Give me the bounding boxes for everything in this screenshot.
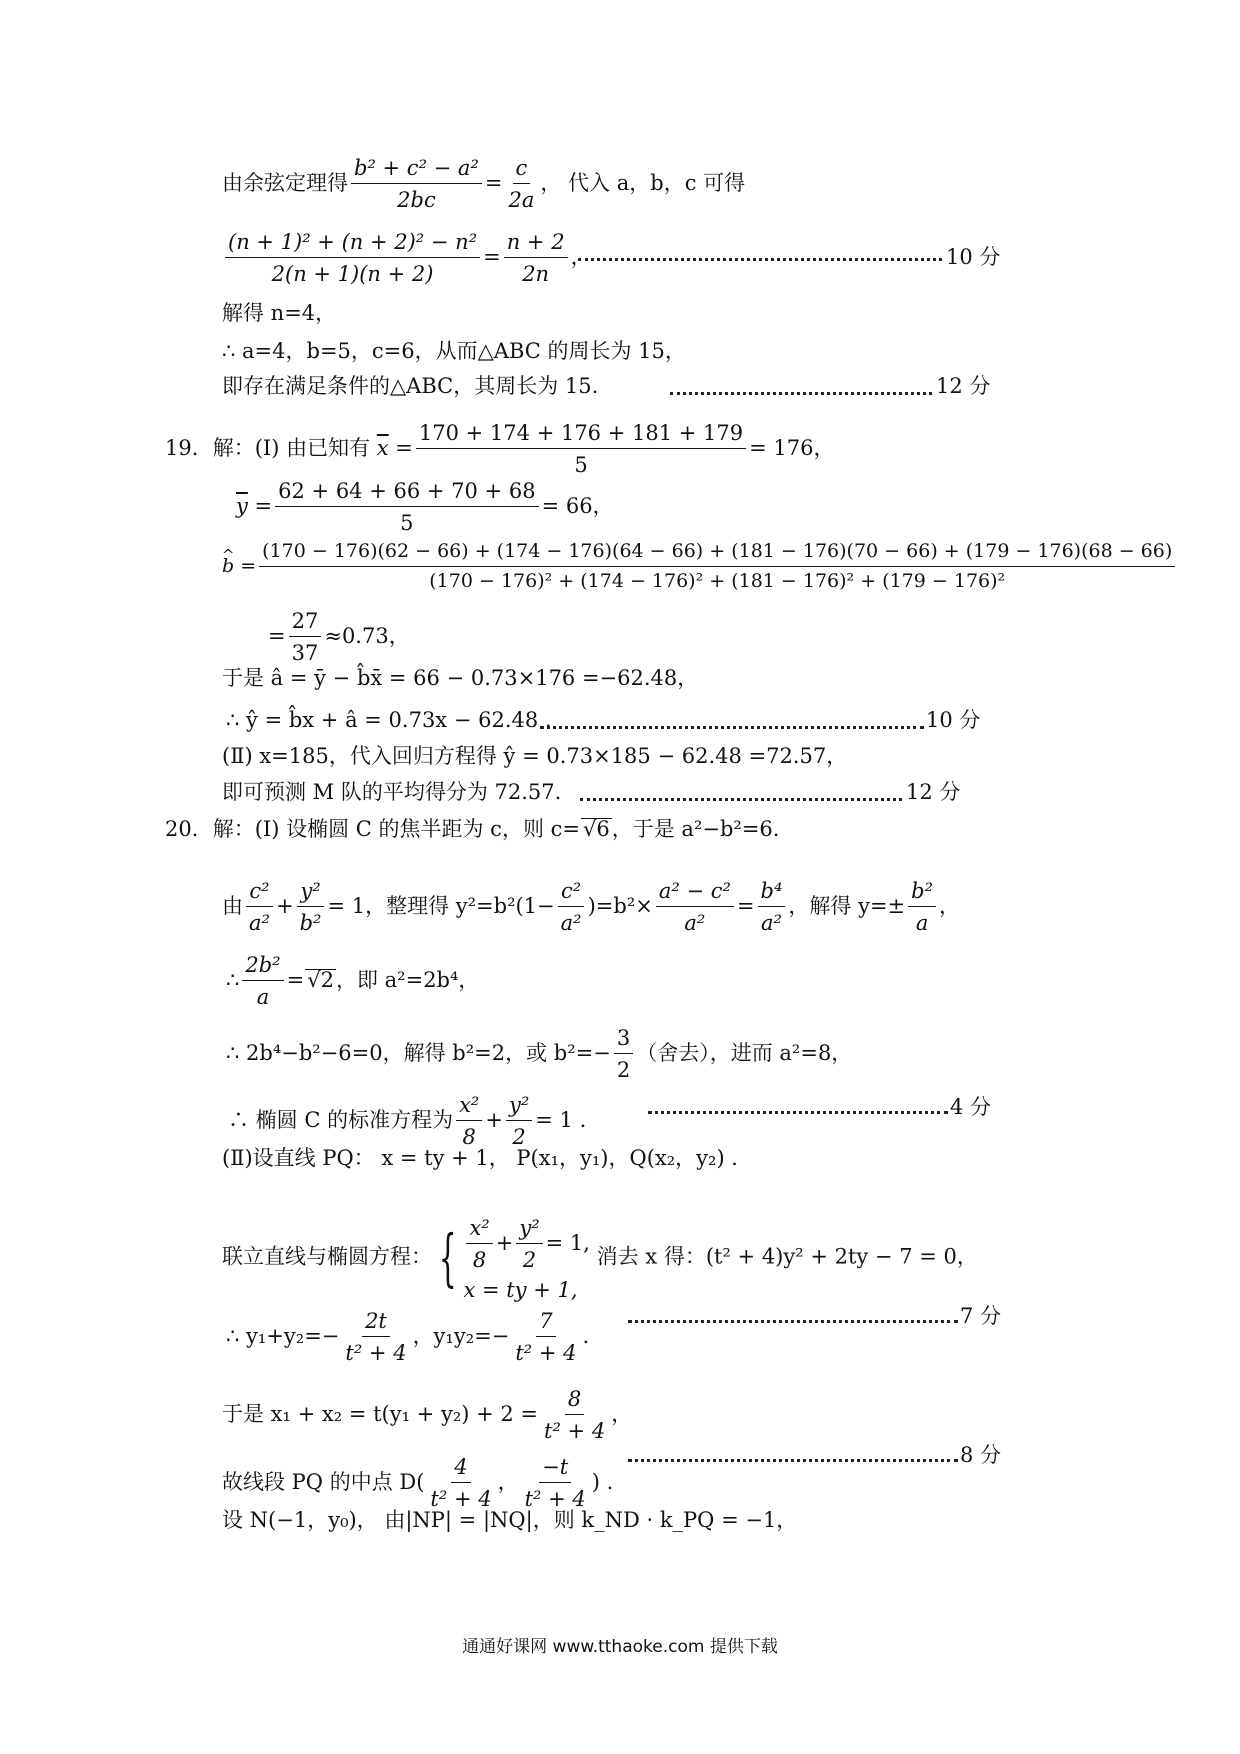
- line-pq-setup: (Ⅱ)设直线 PQ： x = ty + 1， P(x₁，y₁)，Q(x₂，y₂) .: [222, 1146, 738, 1170]
- dotted-leader: [670, 392, 932, 395]
- numerator: 2b²: [242, 952, 283, 981]
- fraction: [427, 1454, 494, 1513]
- fraction: [297, 878, 325, 937]
- fraction: [614, 1025, 633, 1084]
- numerator: 3: [614, 1025, 633, 1054]
- text: 由: [222, 893, 243, 918]
- text: ∴ 椭圆 C 的标准方程为: [228, 1107, 454, 1132]
- equals: =: [286, 967, 305, 992]
- text: ∴ y₁+y₂=−: [226, 1323, 340, 1348]
- numerator: 7: [536, 1308, 555, 1337]
- solution-line: 即存在满足条件的△ABC，其周长为 15.: [222, 374, 599, 398]
- fraction: [656, 878, 734, 937]
- numerator: x²: [456, 1092, 482, 1121]
- y-bar: $\overline{y}$: [236, 493, 248, 518]
- x-bar: $\overline{x}$: [376, 435, 389, 460]
- fraction: [506, 1092, 532, 1151]
- fraction: [242, 952, 283, 1011]
- ratio-line: = $\frac{27}{37}$ ≈0.73，: [268, 609, 410, 666]
- substitution-line: [222, 229, 592, 288]
- dotted-leader: [540, 726, 924, 729]
- score-label: 12 分: [906, 780, 961, 804]
- text: = 1 .: [535, 1107, 587, 1132]
- score-label: 10 分: [926, 708, 981, 732]
- text: ，解得 y=±: [788, 893, 906, 918]
- denominator: a: [256, 985, 270, 1010]
- denominator: 2bc: [397, 188, 436, 213]
- text: ，: [570, 244, 592, 269]
- equals: =: [484, 170, 503, 195]
- denominator: 8: [472, 1248, 487, 1273]
- equals: =: [483, 244, 501, 269]
- plus: +: [485, 1107, 503, 1132]
- fraction: [246, 878, 273, 937]
- question-20-line1: [165, 818, 779, 840]
- numerator: y²: [506, 1092, 532, 1121]
- denominator: a²: [760, 911, 782, 936]
- numerator: b⁴: [758, 878, 786, 907]
- equals: =: [736, 893, 755, 918]
- numerator: 2t: [362, 1308, 390, 1337]
- denominator: a: [915, 911, 929, 936]
- footer-credit: 通通好课网 www.tthaoke.com 提供下载: [462, 1637, 778, 1657]
- denominator: 2: [512, 1125, 526, 1150]
- midpoint-line: [222, 1454, 613, 1513]
- radicand: 2: [320, 967, 334, 992]
- dotted-leader: [578, 258, 942, 261]
- question-label: 19．解：: [165, 435, 255, 460]
- denominator: 2: [616, 1058, 631, 1083]
- vieta-line: [226, 1308, 589, 1367]
- dotted-leader: [628, 1459, 958, 1462]
- fraction: [758, 878, 786, 937]
- text: ，即 a²=2b⁴，: [335, 967, 480, 992]
- solution-line: ∴ a=4，b=5，c=6，从而△ABC 的周长为 15，: [222, 339, 686, 363]
- text: （舍去），进而 a²=8，: [636, 1040, 853, 1065]
- fraction: [512, 1308, 579, 1367]
- regression-line: ∴ ŷ = b̂x + â = 0.73x − 62.48 .: [226, 708, 552, 732]
- text: 联立直线与椭圆方程：: [222, 1244, 432, 1269]
- prediction-result: 即可预测 M 队的平均得分为 72.57.: [222, 780, 562, 804]
- y-mean-line: $\overline{y}$ = $\frac{62 + 64 + 66 + 70 + 68}{5}$ = 66，: [236, 479, 614, 536]
- text: .: [582, 1323, 590, 1348]
- denominator: t² + 4: [345, 1341, 407, 1366]
- fraction: [416, 420, 746, 479]
- score-label: 12 分: [936, 374, 991, 398]
- text: ) .: [591, 1469, 614, 1494]
- text: 于是 x₁ + x₂ = t(y₁ + y₂) + 2 =: [222, 1401, 539, 1426]
- system-line: [222, 1215, 978, 1301]
- a-hat-line: 于是 â = ȳ − b̂x̄ = 66 − 0.73×176 =−62.48，: [222, 666, 699, 690]
- text: )=b²×: [587, 893, 653, 918]
- denominator: b²: [299, 911, 322, 936]
- plus: +: [275, 893, 294, 918]
- b-hat-line: ^ b = (170 − 176)(62 − 66) + (174 − 176)(64 − 66) + (181 − 176)(70 − 66) + (179 − 176)(68 − 66) (170 − 176)² + (174 − 176)² + (181 − 176)² + (179 − 176)²: [222, 540, 1178, 594]
- b-hat: ^ b: [222, 557, 234, 576]
- text: ， 代入 a，b，c 可得: [540, 170, 746, 195]
- denominator: 2: [522, 1248, 537, 1273]
- numerator: 170 + 174 + 176 + 181 + 179: [416, 420, 746, 449]
- solution-line: 解得 n=4，: [222, 301, 337, 325]
- text: 由余弦定理得: [222, 170, 348, 195]
- text: 消去 x 得：(t² + 4)y² + 2ty − 7 = 0，: [596, 1244, 978, 1269]
- text: = 1,: [545, 1230, 590, 1255]
- text: ，: [611, 1401, 633, 1426]
- ellipse-derivation-line: [222, 878, 960, 937]
- fraction: [541, 1386, 608, 1445]
- numerator: c: [513, 155, 531, 184]
- text: (Ⅰ) 由已知有: [254, 435, 371, 460]
- equation-system: [463, 1215, 589, 1301]
- denominator: t² + 4: [544, 1419, 606, 1444]
- text: ，: [939, 893, 961, 918]
- sum-x-line: [222, 1386, 632, 1445]
- denominator: t² + 4: [515, 1341, 577, 1366]
- text: = 66，: [541, 493, 614, 518]
- fraction: [456, 1092, 482, 1151]
- brace-icon: {: [438, 1220, 457, 1294]
- system-eq-2: x = ty + 1,: [463, 1277, 578, 1302]
- score-label: 10 分: [946, 245, 1001, 269]
- score-label: 8 分: [960, 1443, 1002, 1467]
- plus: +: [495, 1230, 514, 1255]
- fraction: [351, 155, 482, 214]
- text: ，于是 a²−b²=6.: [611, 817, 780, 841]
- question-19-line1: 19．解：(Ⅰ) 由已知有 $\overline{x}$ = $\frac{170 + 174 + 176 + 181 + 179}{5}$ = 176，: [165, 421, 835, 478]
- cosine-law-line: [222, 155, 745, 214]
- prediction-line: (Ⅱ) x=185，代入回归方程得 ŷ = 0.73×185 − 62.48 =72.57，: [222, 744, 848, 768]
- fraction: [342, 1308, 409, 1367]
- question-label: 20．解：: [165, 817, 255, 841]
- text: ≈0.73，: [324, 623, 410, 648]
- fraction: [558, 878, 585, 937]
- numerator: x²: [466, 1215, 492, 1244]
- text: 故线段 PQ 的中点 D(: [222, 1469, 425, 1494]
- fraction: [466, 1215, 492, 1274]
- dotted-leader: [580, 798, 902, 801]
- denominator: 8: [462, 1125, 476, 1150]
- text: ，: [497, 1469, 519, 1494]
- denominator: 5: [400, 511, 414, 536]
- text: ，y₁y₂=−: [412, 1323, 510, 1348]
- denominator: 2a: [508, 188, 535, 213]
- sqrt: √2: [307, 967, 334, 992]
- text: = 176，: [749, 435, 835, 460]
- fraction: [259, 540, 1175, 594]
- fraction: [516, 1215, 542, 1274]
- ellipse-condition-line: [226, 952, 479, 1011]
- quadratic-solve-line: [226, 1025, 852, 1084]
- text: ∴: [226, 967, 240, 992]
- sqrt: √6: [582, 817, 610, 841]
- denominator: 5: [574, 453, 588, 478]
- fraction: [908, 878, 936, 937]
- ellipse-equation-line: [228, 1092, 586, 1151]
- fraction: [504, 229, 568, 288]
- numerator: c²: [558, 878, 584, 907]
- denominator: t² + 4: [430, 1487, 492, 1512]
- denominator: 37: [291, 641, 319, 666]
- fraction: [289, 608, 322, 667]
- fraction: [522, 1454, 589, 1513]
- numerator: y²: [297, 878, 323, 907]
- fraction: [225, 229, 480, 288]
- denominator: 2(n + 1)(n + 2): [271, 262, 434, 287]
- denominator: a²: [249, 911, 270, 936]
- text: = 1，整理得 y²=b²(1−: [327, 893, 555, 918]
- denominator: 2n: [522, 262, 550, 287]
- radicand: 6: [596, 817, 610, 841]
- dotted-leader: [628, 1320, 958, 1323]
- numerator: b² + c² − a²: [351, 155, 482, 184]
- denominator: a²: [560, 911, 582, 936]
- numerator: n + 2: [504, 229, 568, 258]
- numerator: 8: [565, 1386, 584, 1415]
- denominator: t² + 4: [524, 1487, 586, 1512]
- text: (Ⅰ) 设椭圆 C 的焦半距为 c，则 c=: [254, 817, 580, 841]
- dotted-leader: [648, 1111, 948, 1114]
- fraction: [275, 478, 538, 537]
- numerator: c²: [246, 878, 272, 907]
- numerator: −t: [539, 1454, 571, 1483]
- numerator: a² − c²: [656, 878, 734, 907]
- text: ∴ 2b⁴−b²−6=0，解得 b²=2，或 b²=−: [226, 1040, 611, 1065]
- denominator: a²: [684, 911, 706, 936]
- denominator: (170 − 176)² + (174 − 176)² + (181 − 176)² + (179 − 176)²: [429, 569, 1006, 592]
- perpendicular-line: 设 N(−1，y₀)， 由|NP| = |NQ|，则 k_ND · k_PQ = −1，: [222, 1508, 798, 1532]
- numerator: 62 + 64 + 66 + 70 + 68: [275, 478, 538, 507]
- numerator: 27: [289, 608, 322, 637]
- score-label: 4 分: [950, 1095, 992, 1119]
- numerator: (n + 1)² + (n + 2)² − n²: [225, 229, 480, 258]
- numerator: b²: [908, 878, 936, 907]
- system-eq-1: [463, 1215, 589, 1274]
- score-label: 7 分: [960, 1304, 1002, 1328]
- numerator: y²: [516, 1215, 542, 1244]
- fraction: [505, 155, 537, 214]
- numerator: (170 − 176)(62 − 66) + (174 − 176)(64 − 66) + (181 − 176)(70 − 66) + (179 − 176)(68 − 66): [259, 540, 1175, 567]
- numerator: 4: [451, 1454, 470, 1483]
